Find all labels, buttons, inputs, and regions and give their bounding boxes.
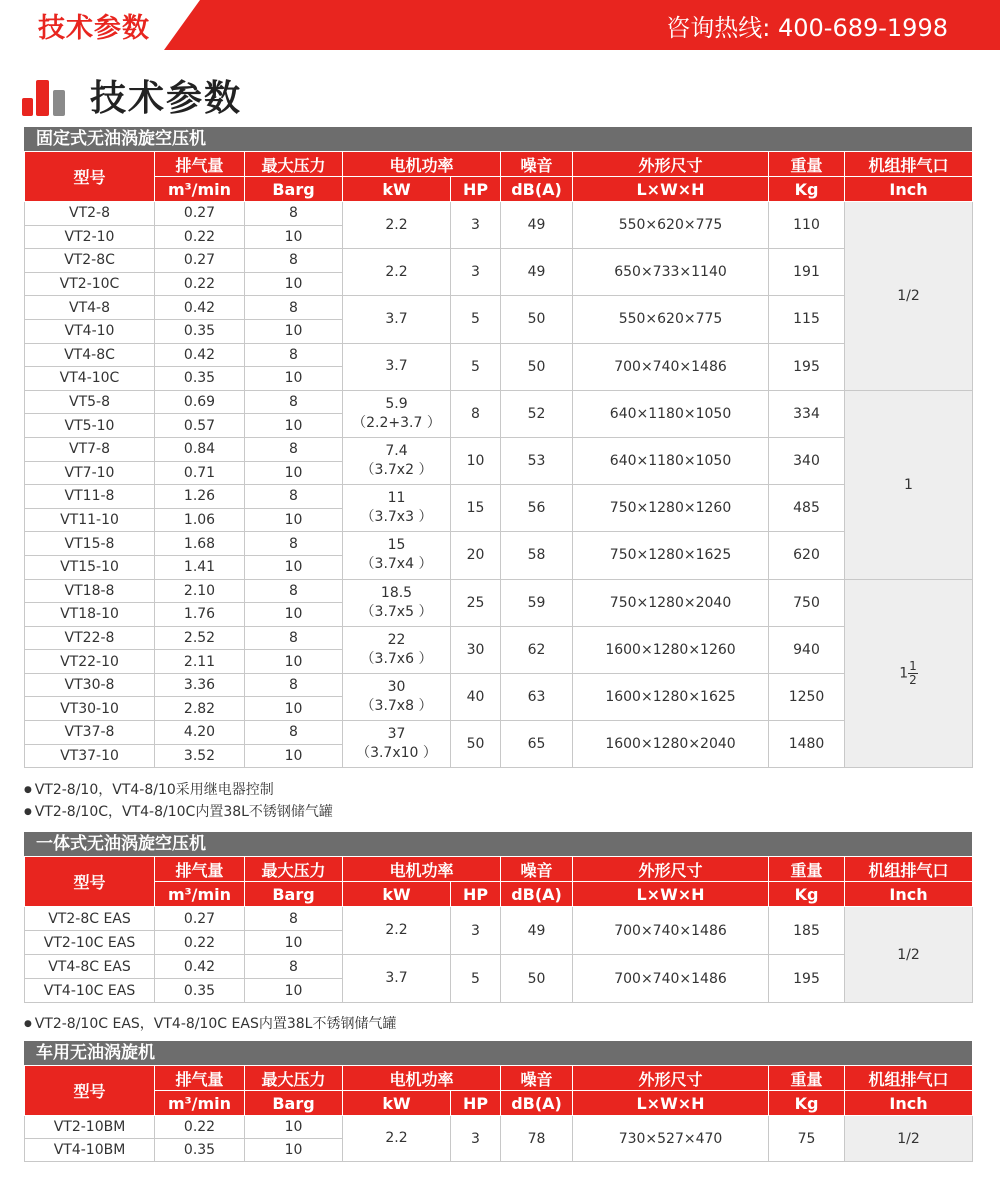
model-cell: VT2-8 [25, 202, 155, 226]
spec-table [24, 151, 973, 768]
note-item [24, 779, 333, 801]
model-cell: VT2-10BM [25, 1116, 155, 1139]
kw-note: （3.7x6 ） [360, 650, 433, 667]
hp-cell: 20 [451, 532, 501, 579]
dims-cell: 1600×1280×1625 [573, 673, 769, 720]
table-row [25, 437, 973, 461]
pressure-cell: 10 [245, 603, 343, 627]
kw-note: （3.7x3 ） [360, 509, 433, 526]
pressure-unit: Barg [245, 177, 343, 202]
noise-cell: 50 [501, 296, 573, 343]
kw-cell [343, 296, 451, 343]
pressure-cell: 8 [245, 626, 343, 650]
flow-cell: 0.35 [155, 1139, 245, 1162]
col-model-header: 型号 [25, 152, 155, 202]
kw-note: （3.7x4 ） [360, 556, 433, 573]
col-noise-header: 噪音 [501, 857, 573, 882]
table-row [25, 343, 973, 367]
model-cell: VT37-8 [25, 721, 155, 745]
flow-cell: 0.35 [155, 367, 245, 391]
model-cell: VT4-10C [25, 367, 155, 391]
kw-note: （3.7x10 ） [356, 745, 437, 762]
outlet-cell: 1/2 [845, 907, 973, 1003]
pressure-cell: 10 [245, 272, 343, 296]
flow-cell: 1.26 [155, 485, 245, 509]
table-row [25, 907, 973, 931]
note-text: VT2-8/10，VT4-8/10采用继电器控制 [34, 782, 274, 798]
flow-cell: 0.84 [155, 437, 245, 461]
table-row [25, 485, 973, 509]
kw-cell [343, 1116, 451, 1162]
kw-value: 2.2 [385, 922, 408, 938]
hp-cell: 15 [451, 485, 501, 532]
col-flow-header: 排气量 [155, 1066, 245, 1091]
table-row [25, 673, 973, 697]
model-cell: VT2-8C EAS [25, 907, 155, 931]
dims-cell: 550×620×775 [573, 296, 769, 343]
kw-value: 30 [387, 678, 406, 695]
col-motor-header: 电机功率 [343, 152, 501, 177]
dims-cell: 640×1180×1050 [573, 437, 769, 484]
hotline-text: 咨询热线: 400-689-1998 [666, 14, 948, 42]
banner-title: 技术参数 [38, 13, 150, 44]
weight-cell: 75 [769, 1116, 845, 1162]
kw-note: （2.2+3.7 ） [352, 414, 441, 431]
weight-cell: 191 [769, 249, 845, 296]
pressure-cell: 10 [245, 650, 343, 674]
model-cell: VT4-8C EAS [25, 955, 155, 979]
flow-unit: m³/min [155, 882, 245, 907]
kw-cell [343, 626, 451, 673]
kw-cell [343, 955, 451, 1003]
model-cell: VT11-10 [25, 508, 155, 532]
kw-value: 7.4 [385, 443, 408, 460]
col-noise-header: 噪音 [501, 1066, 573, 1091]
kw-note: （3.7x5 ） [360, 603, 433, 620]
model-cell: VT7-8 [25, 437, 155, 461]
pressure-cell: 10 [245, 744, 343, 768]
pressure-cell: 10 [245, 1116, 343, 1139]
model-cell: VT2-10C EAS [25, 931, 155, 955]
outlet-unit: Inch [845, 177, 973, 202]
note-text: VT2-8/10C EAS，VT4-8/10C EAS内置38L不锈钢储气罐 [34, 1016, 397, 1032]
pressure-cell: 8 [245, 532, 343, 556]
pressure-cell: 8 [245, 579, 343, 603]
note-text: VT2-8/10C，VT4-8/10C内置38L不锈钢储气罐 [34, 804, 333, 820]
dims-cell: 700×740×1486 [573, 343, 769, 390]
weight-cell: 1480 [769, 721, 845, 768]
hp-cell: 40 [451, 673, 501, 720]
model-cell: VT22-10 [25, 650, 155, 674]
model-cell: VT2-10C [25, 272, 155, 296]
bullet-icon: ● [24, 1019, 35, 1029]
flow-cell: 0.69 [155, 390, 245, 414]
model-cell: VT18-8 [25, 579, 155, 603]
kw-value: 3.7 [385, 970, 408, 986]
section-title: 固定式无油涡旋空压机 [24, 127, 972, 151]
pressure-cell: 8 [245, 343, 343, 367]
flow-cell: 0.42 [155, 296, 245, 320]
flow-cell: 0.22 [155, 272, 245, 296]
flow-cell: 0.22 [155, 931, 245, 955]
table-row [25, 390, 973, 414]
weight-cell: 110 [769, 202, 845, 249]
col-dims-header: 外形尺寸 [573, 152, 769, 177]
model-cell: VT4-10 [25, 319, 155, 343]
dims-unit: L×W×H [573, 882, 769, 907]
flow-cell: 1.41 [155, 555, 245, 579]
kw-value: 22 [387, 631, 406, 648]
pressure-cell: 8 [245, 955, 343, 979]
flow-cell: 0.42 [155, 343, 245, 367]
col-dims-header: 外形尺寸 [573, 857, 769, 882]
hp-unit: HP [451, 882, 501, 907]
dims-unit: L×W×H [573, 1091, 769, 1116]
weight-cell: 940 [769, 626, 845, 673]
pressure-cell: 10 [245, 508, 343, 532]
weight-cell: 485 [769, 485, 845, 532]
flow-cell: 0.35 [155, 319, 245, 343]
noise-unit: dB(A) [501, 177, 573, 202]
model-cell: VT2-10 [25, 225, 155, 249]
model-cell: VT4-8C [25, 343, 155, 367]
model-cell: VT4-10BM [25, 1139, 155, 1162]
kw-value: 2.2 [385, 216, 408, 233]
weight-cell: 115 [769, 296, 845, 343]
section-title: 车用无油涡旋机 [24, 1041, 972, 1065]
pressure-cell: 8 [245, 721, 343, 745]
table-row [25, 1116, 973, 1139]
weight-unit: Kg [769, 177, 845, 202]
model-cell: VT30-8 [25, 673, 155, 697]
noise-cell: 78 [501, 1116, 573, 1162]
col-motor-header: 电机功率 [343, 857, 501, 882]
flow-cell: 4.20 [155, 721, 245, 745]
flow-unit: m³/min [155, 1091, 245, 1116]
col-dims-header: 外形尺寸 [573, 1066, 769, 1091]
noise-cell: 52 [501, 390, 573, 437]
integrated-compressor-section [24, 832, 972, 1003]
dims-cell: 750×1280×1260 [573, 485, 769, 532]
model-cell: VT30-10 [25, 697, 155, 721]
outlet-cell: 1/2 [845, 202, 973, 391]
kw-value: 2.2 [385, 1130, 408, 1146]
flow-cell: 2.82 [155, 697, 245, 721]
table-row [25, 955, 973, 979]
weight-unit: Kg [769, 1091, 845, 1116]
flow-cell: 0.35 [155, 979, 245, 1003]
hp-cell: 30 [451, 626, 501, 673]
fraction-denominator: 2 [909, 672, 917, 687]
col-pressure-header: 最大压力 [245, 857, 343, 882]
pressure-cell: 8 [245, 437, 343, 461]
col-outlet-header: 机组排气口 [845, 857, 973, 882]
noise-cell: 53 [501, 437, 573, 484]
flow-cell: 0.22 [155, 1116, 245, 1139]
fixed-compressor-section [24, 127, 972, 768]
noise-cell: 49 [501, 202, 573, 249]
flow-unit: m³/min [155, 177, 245, 202]
noise-cell: 62 [501, 626, 573, 673]
dims-cell: 640×1180×1050 [573, 390, 769, 437]
model-cell: VT11-8 [25, 485, 155, 509]
page-title: 技术参数 [90, 78, 243, 119]
outlet-unit: Inch [845, 882, 973, 907]
flow-cell: 2.10 [155, 579, 245, 603]
noise-cell: 56 [501, 485, 573, 532]
fixed-notes [24, 779, 333, 823]
kw-value: 2.2 [385, 263, 408, 280]
note-item [24, 801, 333, 823]
kw-cell [343, 390, 451, 437]
flow-cell: 0.71 [155, 461, 245, 485]
flow-cell: 1.68 [155, 532, 245, 556]
noise-cell: 50 [501, 343, 573, 390]
section-title: 一体式无油涡旋空压机 [24, 832, 972, 856]
dims-cell: 1600×1280×2040 [573, 721, 769, 768]
kw-unit: kW [343, 1091, 451, 1116]
spec-table [24, 1065, 973, 1162]
pressure-cell: 8 [245, 249, 343, 273]
pressure-cell: 10 [245, 367, 343, 391]
table-row [25, 626, 973, 650]
flow-cell: 0.42 [155, 955, 245, 979]
weight-cell: 1250 [769, 673, 845, 720]
col-flow-header: 排气量 [155, 857, 245, 882]
model-cell: VT5-10 [25, 414, 155, 438]
weight-cell: 195 [769, 955, 845, 1003]
table-row [25, 249, 973, 273]
hp-cell: 5 [451, 296, 501, 343]
kw-unit: kW [343, 882, 451, 907]
noise-cell: 49 [501, 249, 573, 296]
col-outlet-header: 机组排气口 [845, 152, 973, 177]
weight-cell: 620 [769, 532, 845, 579]
hp-cell: 5 [451, 955, 501, 1003]
col-weight-header: 重量 [769, 152, 845, 177]
noise-unit: dB(A) [501, 1091, 573, 1116]
pressure-cell: 8 [245, 202, 343, 226]
kw-cell [343, 721, 451, 768]
flow-cell: 3.36 [155, 673, 245, 697]
flow-cell: 0.27 [155, 907, 245, 931]
noise-cell: 50 [501, 955, 573, 1003]
flow-cell: 0.27 [155, 249, 245, 273]
bullet-icon: ● [24, 807, 35, 817]
col-model-header: 型号 [25, 1066, 155, 1116]
flow-cell: 0.57 [155, 414, 245, 438]
outlet-unit: Inch [845, 1091, 973, 1116]
pressure-cell: 10 [245, 1139, 343, 1162]
note-item [24, 1013, 396, 1035]
kw-value: 3.7 [385, 310, 408, 327]
model-cell: VT18-10 [25, 603, 155, 627]
model-cell: VT5-8 [25, 390, 155, 414]
table-row [25, 579, 973, 603]
hp-cell: 5 [451, 343, 501, 390]
col-weight-header: 重量 [769, 1066, 845, 1091]
weight-cell: 340 [769, 437, 845, 484]
noise-cell: 58 [501, 532, 573, 579]
kw-value: 18.5 [380, 584, 413, 601]
pressure-cell: 10 [245, 555, 343, 579]
flow-cell: 2.11 [155, 650, 245, 674]
flow-cell: 2.52 [155, 626, 245, 650]
hp-cell: 3 [451, 249, 501, 296]
model-cell: VT22-8 [25, 626, 155, 650]
col-pressure-header: 最大压力 [245, 1066, 343, 1091]
col-outlet-header: 机组排气口 [845, 1066, 973, 1091]
weight-unit: Kg [769, 882, 845, 907]
vehicle-compressor-section [24, 1041, 972, 1162]
dims-cell: 700×740×1486 [573, 907, 769, 955]
model-cell: VT4-8 [25, 296, 155, 320]
hp-cell: 3 [451, 907, 501, 955]
pressure-cell: 10 [245, 319, 343, 343]
model-cell: VT37-10 [25, 744, 155, 768]
kw-note: （3.7x2 ） [360, 462, 433, 479]
weight-cell: 195 [769, 343, 845, 390]
hp-unit: HP [451, 1091, 501, 1116]
weight-cell: 185 [769, 907, 845, 955]
noise-unit: dB(A) [501, 882, 573, 907]
bar-chart-icon [22, 76, 68, 116]
outlet-cell: 1/2 [845, 1116, 973, 1162]
outlet-whole: 1 [899, 665, 909, 682]
dims-cell: 700×740×1486 [573, 955, 769, 1003]
model-cell: VT15-8 [25, 532, 155, 556]
kw-value: 5.9 [385, 395, 408, 412]
hp-cell: 25 [451, 579, 501, 626]
bullet-icon: ● [24, 785, 35, 795]
kw-value: 11 [387, 490, 406, 507]
kw-note: （3.7x8 ） [360, 697, 433, 714]
hp-cell: 8 [451, 390, 501, 437]
pressure-cell: 10 [245, 979, 343, 1003]
pressure-cell: 10 [245, 414, 343, 438]
col-weight-header: 重量 [769, 857, 845, 882]
noise-cell: 59 [501, 579, 573, 626]
hp-cell: 3 [451, 1116, 501, 1162]
dims-cell: 550×620×775 [573, 202, 769, 249]
dims-cell: 750×1280×2040 [573, 579, 769, 626]
kw-cell [343, 343, 451, 390]
noise-cell: 49 [501, 907, 573, 955]
kw-cell [343, 485, 451, 532]
pressure-cell: 10 [245, 931, 343, 955]
kw-value: 37 [387, 726, 406, 743]
col-flow-header: 排气量 [155, 152, 245, 177]
outlet-fraction [908, 660, 918, 687]
pressure-unit: Barg [245, 882, 343, 907]
pressure-unit: Barg [245, 1091, 343, 1116]
table-row [25, 532, 973, 556]
kw-cell [343, 437, 451, 484]
pressure-cell: 10 [245, 697, 343, 721]
pressure-cell: 8 [245, 390, 343, 414]
kw-cell [343, 532, 451, 579]
kw-cell [343, 249, 451, 296]
kw-value: 3.7 [385, 358, 408, 375]
col-noise-header: 噪音 [501, 152, 573, 177]
pressure-cell: 8 [245, 673, 343, 697]
top-banner [0, 0, 1000, 50]
dims-cell: 650×733×1140 [573, 249, 769, 296]
pressure-cell: 8 [245, 296, 343, 320]
fraction-numerator: 1 [909, 658, 917, 673]
hp-cell: 3 [451, 202, 501, 249]
kw-cell [343, 907, 451, 955]
dims-cell: 1600×1280×1260 [573, 626, 769, 673]
model-cell: VT15-10 [25, 555, 155, 579]
flow-cell: 0.22 [155, 225, 245, 249]
outlet-cell [845, 579, 973, 768]
noise-cell: 65 [501, 721, 573, 768]
integrated-notes [24, 1013, 396, 1035]
model-cell: VT4-10C EAS [25, 979, 155, 1003]
dims-cell: 730×527×470 [573, 1116, 769, 1162]
kw-cell [343, 673, 451, 720]
model-cell: VT2-8C [25, 249, 155, 273]
kw-cell [343, 579, 451, 626]
hp-cell: 50 [451, 721, 501, 768]
noise-cell: 63 [501, 673, 573, 720]
model-cell: VT7-10 [25, 461, 155, 485]
flow-cell: 0.27 [155, 202, 245, 226]
table-row [25, 296, 973, 320]
kw-cell [343, 202, 451, 249]
flow-cell: 1.06 [155, 508, 245, 532]
weight-cell: 750 [769, 579, 845, 626]
hp-unit: HP [451, 177, 501, 202]
col-pressure-header: 最大压力 [245, 152, 343, 177]
pressure-cell: 10 [245, 225, 343, 249]
pressure-cell: 8 [245, 907, 343, 931]
outlet-cell: 1 [845, 390, 973, 579]
kw-unit: kW [343, 177, 451, 202]
flow-cell: 3.52 [155, 744, 245, 768]
col-motor-header: 电机功率 [343, 1066, 501, 1091]
pressure-cell: 10 [245, 461, 343, 485]
pressure-cell: 8 [245, 485, 343, 509]
dims-cell: 750×1280×1625 [573, 532, 769, 579]
kw-value: 15 [387, 537, 406, 554]
table-row [25, 721, 973, 745]
flow-cell: 1.76 [155, 603, 245, 627]
col-model-header: 型号 [25, 857, 155, 907]
hp-cell: 10 [451, 437, 501, 484]
weight-cell: 334 [769, 390, 845, 437]
dims-unit: L×W×H [573, 177, 769, 202]
spec-table [24, 856, 973, 1003]
table-row [25, 202, 973, 226]
